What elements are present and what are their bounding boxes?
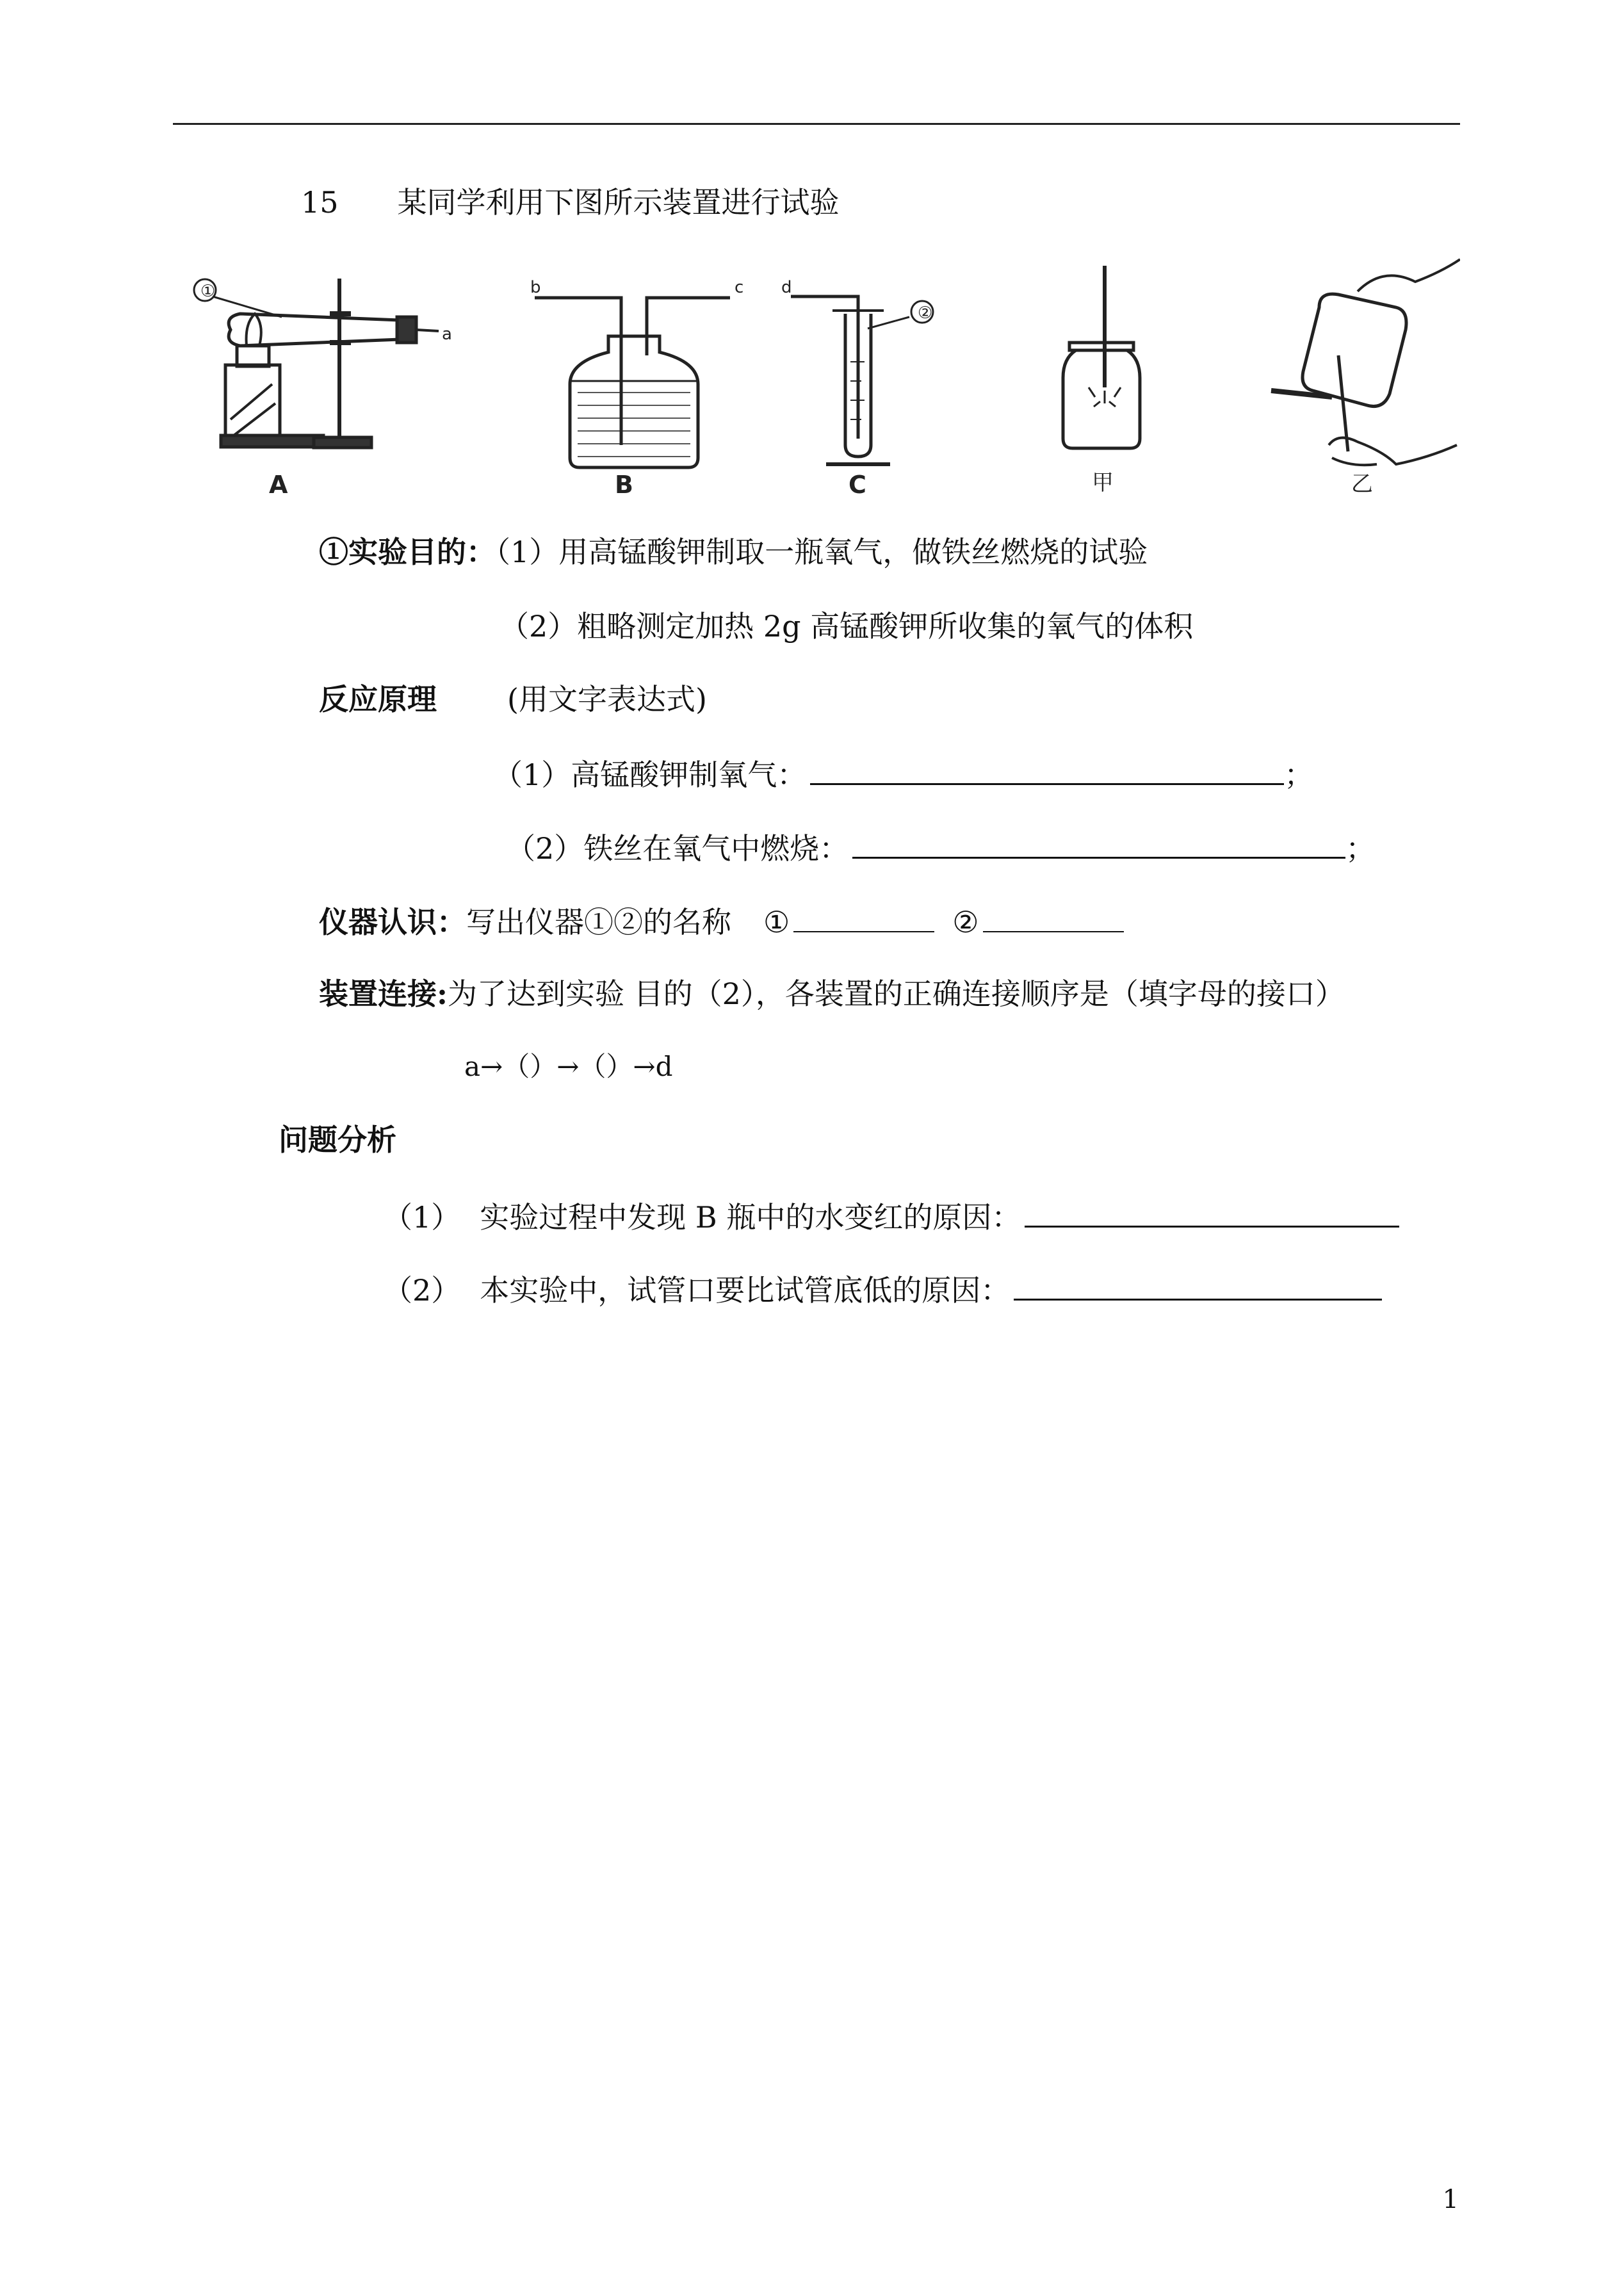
analysis-q1	[383, 1196, 1399, 1237]
purpose-item-1: （1）用高锰酸钾制取一瓶氧气，做铁丝燃烧的试验	[496, 535, 1148, 569]
device-yi	[1271, 259, 1460, 497]
device-a-label: A	[269, 471, 288, 499]
principle-row-1	[493, 754, 1313, 794]
device-jia	[1063, 266, 1140, 496]
semicolon-2: ；	[1345, 831, 1376, 866]
instrument-mark-2: ②	[952, 905, 979, 939]
principle-item-2: （2）铁丝在氧气中燃烧：	[506, 831, 849, 866]
connection-text: 为了达到实验 目的（2），各装置的正确连接顺序是（填字母的接口）	[447, 977, 1345, 1011]
q1-number: （1）	[383, 1200, 461, 1235]
port-a-label: a	[442, 325, 452, 344]
connection-label: 装置连接:	[319, 977, 448, 1011]
connection-sequence: a→（）→（）→d	[464, 1051, 673, 1082]
purpose-line-1	[319, 533, 1148, 571]
purpose-item-2: （2）粗略测定加热 2g 高锰酸钾所收集的氧气的体积	[499, 609, 1194, 644]
device-b-label: B	[615, 471, 633, 499]
answer-blank-permanganate[interactable]	[810, 754, 1284, 785]
port-d-label: d	[781, 278, 792, 297]
page-number: 1	[1442, 2185, 1459, 2214]
instrument-mark-1: ①	[763, 905, 790, 939]
port-c-label: c	[735, 278, 744, 297]
q2-text: 本实验中，试管口要比试管底低的原因：	[480, 1273, 1011, 1308]
answer-blank-iron-burning[interactable]	[852, 827, 1345, 859]
principle-label: 反应原理	[319, 682, 437, 717]
principle-note: (用文字表达式)	[507, 682, 707, 717]
q2-number: （2）	[383, 1273, 461, 1308]
principle-line	[319, 680, 707, 718]
purpose-label: ①实验目的：	[319, 535, 496, 569]
header-rule	[173, 123, 1460, 125]
analysis-heading: 问题分析	[279, 1123, 396, 1157]
mark-1-label: ①	[200, 282, 216, 301]
device-c-label: C	[849, 471, 866, 499]
device-c	[781, 278, 933, 499]
semicolon-1: ；	[1284, 758, 1314, 792]
device-a	[194, 279, 452, 499]
instrument-label: 仪器认识：	[319, 905, 466, 939]
instrument-text: 写出仪器①②的名称	[466, 905, 731, 939]
device-jia-label: 甲	[1092, 470, 1114, 496]
device-yi-label: 乙	[1351, 471, 1373, 497]
device-b	[530, 278, 743, 499]
port-b-label: b	[530, 278, 541, 297]
answer-blank-instrument-2[interactable]	[983, 902, 1124, 932]
answer-blank-q2[interactable]	[1014, 1269, 1382, 1301]
q1-text: 实验过程中发现 B 瓶中的水变红的原因：	[480, 1200, 1021, 1235]
mark-2-label: ②	[918, 304, 933, 323]
connection-line	[319, 975, 1345, 1013]
principle-item-1: （1）高锰酸钾制氧气：	[493, 758, 807, 792]
question-title: 15 某同学利用下图所示装置进行试验	[301, 185, 840, 220]
instrument-line	[319, 902, 1124, 941]
principle-row-2	[506, 827, 1375, 868]
apparatus-figure	[186, 253, 1460, 522]
answer-blank-q1[interactable]	[1025, 1196, 1399, 1228]
answer-blank-instrument-1[interactable]	[793, 902, 934, 932]
analysis-q2	[383, 1269, 1382, 1310]
